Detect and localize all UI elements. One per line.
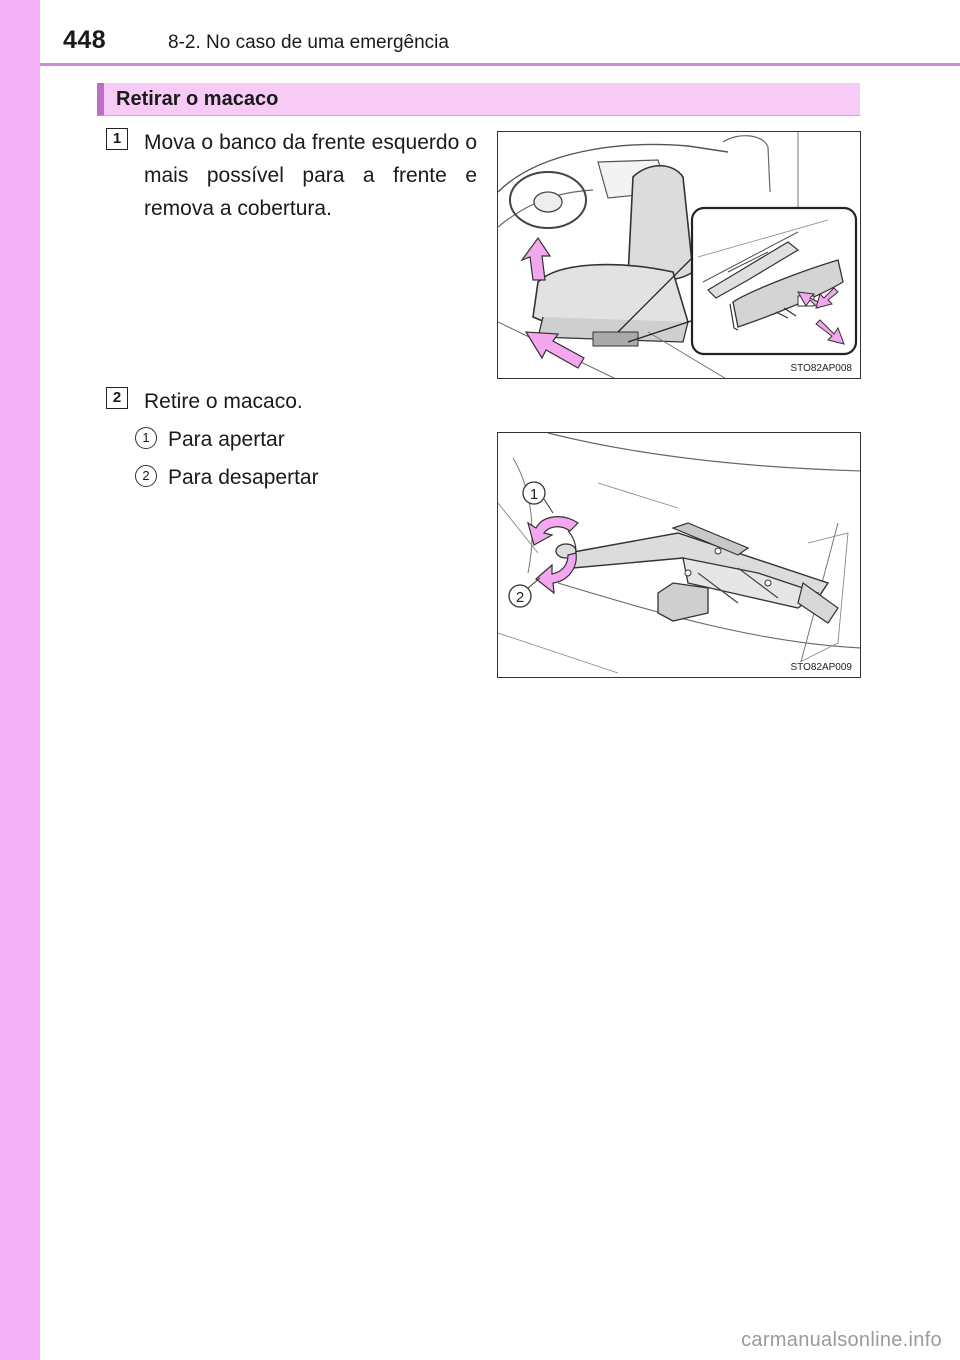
sub-item-2-number: 2 [135, 465, 157, 487]
figure-callout-1: 1 [529, 486, 539, 503]
chapter-title: 8-2. No caso de uma emergência [168, 32, 449, 53]
car-seat-illustration [498, 132, 861, 379]
figure-remove-cover [497, 131, 861, 379]
section-header [97, 83, 860, 116]
jack-illustration [498, 433, 861, 678]
figure-code: STO82AP009 [790, 662, 852, 673]
figure-callout-2: 2 [515, 589, 525, 606]
side-color-strip [0, 0, 40, 1360]
section-title: Retirar o macaco [116, 88, 279, 110]
sub-item-2-text: Para desapertar [168, 466, 319, 489]
sub-item-1-text: Para apertar [168, 428, 285, 451]
step-1-text: Mova o banco da frente esquerdo o mais possível para a frente e remova a cobertura. [144, 131, 477, 220]
step-2-number: 2 [106, 387, 128, 409]
page-number: 448 [63, 26, 107, 54]
step-1-number: 1 [106, 128, 128, 150]
watermark: carmanualsonline.info [741, 1329, 942, 1351]
step-2-text: Retire o macaco. [144, 390, 303, 413]
sub-item-1-number: 1 [135, 427, 157, 449]
figure-jack [497, 432, 861, 678]
header-divider [40, 63, 960, 66]
figure-code: STO82AP008 [790, 363, 852, 374]
